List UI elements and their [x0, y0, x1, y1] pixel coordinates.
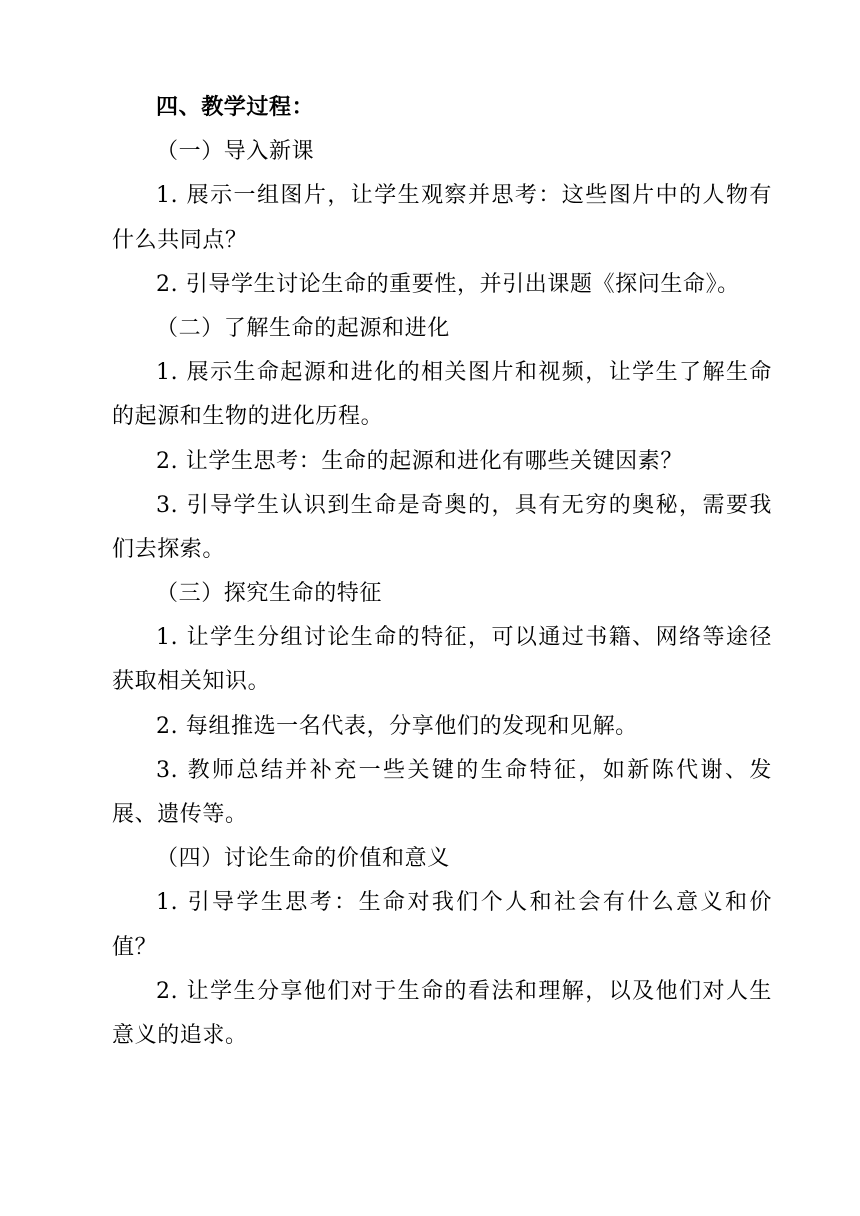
paragraph-line: 1. 让学生分组讨论生命的特征，可以通过书籍、网络等途径	[156, 625, 772, 651]
paragraph-line: 们去探索。	[112, 536, 226, 562]
paragraph-line: 2. 每组推选一名代表，分享他们的发现和见解。	[156, 713, 638, 739]
paragraph-line: 值？	[112, 934, 158, 960]
paragraph-line: 1. 引导学生思考：生命对我们个人和社会有什么意义和价	[156, 890, 772, 916]
paragraph-line: 2. 让学生分享他们对于生命的看法和理解，以及他们对人生	[156, 978, 772, 1004]
subsection-title-origin: （二）了解生命的起源和进化	[156, 315, 450, 341]
paragraph-line: 3. 教师总结并补充一些关键的生命特征，如新陈代谢、发	[156, 757, 772, 783]
paragraph-line: 什么共同点？	[112, 227, 248, 253]
subsection-title-value: （四）讨论生命的价值和意义	[156, 846, 450, 872]
paragraph-line: 获取相关知识。	[112, 669, 271, 695]
paragraph-line: 意义的追求。	[112, 1022, 248, 1048]
paragraph-line: 3. 引导学生认识到生命是奇奥的，具有无穷的奥秘，需要我	[156, 492, 772, 518]
paragraph-line: 展、遗传等。	[112, 802, 248, 827]
section-heading-teaching-process: 四、教学过程：	[156, 95, 315, 120]
paragraph-line: 的起源和生物的进化历程。	[112, 404, 384, 430]
paragraph-line: 2. 让学生思考：生命的起源和进化有哪些关键因素？	[156, 448, 683, 474]
subsection-title-features: （三）探究生命的特征	[156, 581, 383, 607]
paragraph-line: 1. 展示生命起源和进化的相关图片和视频，让学生了解生命	[156, 360, 772, 386]
paragraph-line: 1. 展示一组图片，让学生观察并思考：这些图片中的人物有	[156, 183, 772, 209]
paragraph-line: 2. 引导学生讨论生命的重要性，并引出课题《探问生命》。	[156, 271, 740, 297]
subsection-title-intro: （一）导入新课	[156, 139, 315, 165]
document-page	[112, 86, 772, 1058]
